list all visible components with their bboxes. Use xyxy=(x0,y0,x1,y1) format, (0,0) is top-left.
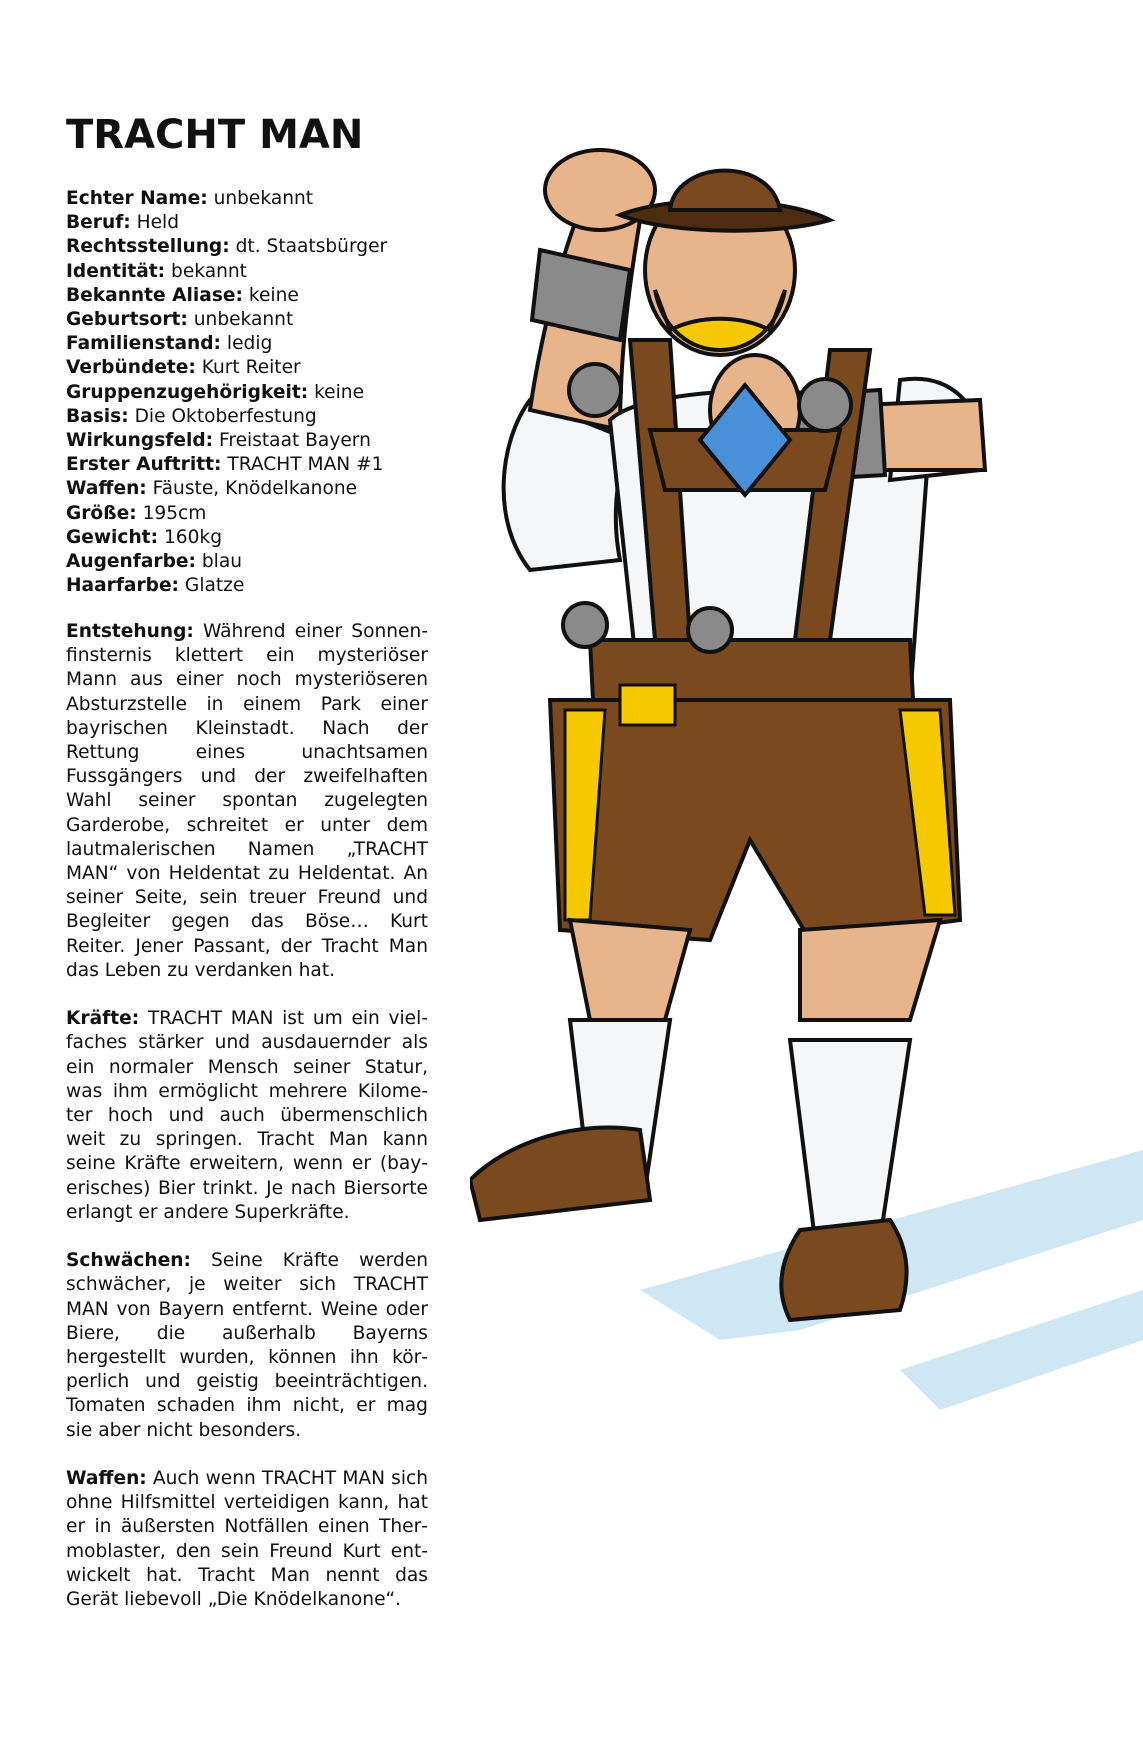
fact-row xyxy=(66,477,446,501)
leg-left xyxy=(570,920,690,1020)
fact-value: Glatze xyxy=(184,575,245,597)
fact-label: Bekannte Aliase: xyxy=(66,284,243,306)
section-weaknesses xyxy=(66,1249,428,1443)
fact-value: bekannt xyxy=(171,260,247,282)
section-text: Auch wenn TRACHT MAN sich ohne Hilfsmittel verteidigen kann, hat er in äußersten Notfällen einen Thermoblaster, den sein Freund Kurt entwickelt hat. Tracht Man nennt das Gerät liebevoll „Die Knödelkanone“. xyxy=(66,1468,428,1611)
fact-row xyxy=(66,211,446,235)
fact-value: Held xyxy=(136,212,180,234)
fact-value: unbekannt xyxy=(193,309,294,331)
fact-label: Identität: xyxy=(66,260,166,282)
shoe-left xyxy=(470,1127,650,1220)
section-weapons xyxy=(66,1467,428,1612)
fact-label: Beruf: xyxy=(66,212,131,234)
fact-value: Fäuste, Knödelkanone xyxy=(152,478,358,500)
fact-value: 160kg xyxy=(163,526,222,548)
fact-label: Familienstand: xyxy=(66,333,221,355)
fact-label: Waffen: xyxy=(66,478,147,500)
sock-right xyxy=(790,1040,910,1240)
fact-row xyxy=(66,381,446,405)
shoe-right xyxy=(781,1220,906,1320)
fact-label: Gruppenzugehörigkeit: xyxy=(66,381,309,403)
fact-label: Gewicht: xyxy=(66,526,159,548)
fact-row xyxy=(66,332,446,356)
fact-value: ledig xyxy=(226,333,273,355)
fact-label: Rechtsstellung: xyxy=(66,236,230,258)
fact-label: Augenfarbe: xyxy=(66,551,196,573)
fact-row xyxy=(66,526,446,550)
fact-row xyxy=(66,284,446,308)
fact-value: dt. Staatsbürger xyxy=(235,236,388,258)
section-label: Waffen: xyxy=(66,1468,147,1490)
fact-label: Erster Auftritt: xyxy=(66,454,222,476)
fact-value: blau xyxy=(201,551,243,573)
section-powers xyxy=(66,1007,428,1225)
fact-label: Haarfarbe: xyxy=(66,575,179,597)
fact-row xyxy=(66,550,446,574)
fact-value: Kurt Reiter xyxy=(201,357,301,379)
fact-value: keine xyxy=(314,381,365,403)
fact-value: Freistaat Bayern xyxy=(219,430,371,452)
fact-label: Basis: xyxy=(66,405,129,427)
fact-row xyxy=(66,356,446,380)
section-label: Kräfte: xyxy=(66,1008,140,1030)
fact-value: TRACHT MAN #1 xyxy=(227,454,384,476)
button-bottom-left xyxy=(563,603,607,647)
character-illustration xyxy=(470,140,1143,1540)
fact-row xyxy=(66,405,446,429)
fact-row xyxy=(66,260,446,284)
floor-shadow-2 xyxy=(900,1290,1143,1410)
fact-row xyxy=(66,502,446,526)
fact-row xyxy=(66,574,446,598)
fact-row xyxy=(66,453,446,477)
fact-row xyxy=(66,308,446,332)
button-top-right xyxy=(799,379,851,431)
section-text: Während einer Sonnenfinsternis klettert ein mysteriöser Mann aus einer noch mysteriöseren Absturzstelle in einem Park einer bayrischen Kleinstadt. Nach der Rettung eines unachtsamen Fussgängers und der zweifelhaften Wahl seiner spontan zugelegten Garderobe, schreitet er unter dem lautmalerischen Namen „TRACHT MAN“ von Heldentat zu Heldentat. An seiner Seite, sein treuer Freund und Begleiter gegen das Böse… Kurt Reiter. Jener Passant, der Tracht Man das Leben zu verdanken hat. xyxy=(66,621,428,981)
fact-value: Die Oktoberfestung xyxy=(134,405,317,427)
tm-belt-emblem xyxy=(620,685,675,725)
fact-label: Echter Name: xyxy=(66,188,208,209)
fact-label: Verbündete: xyxy=(66,357,196,379)
section-label: Schwächen: xyxy=(66,1250,191,1272)
fact-list xyxy=(66,187,446,598)
fact-value: 195cm xyxy=(142,502,207,524)
leg-right xyxy=(800,920,940,1020)
fact-label: Geburtsort: xyxy=(66,309,188,331)
description-sections xyxy=(66,620,428,1636)
button-top-left xyxy=(569,364,621,416)
fact-label: Wirkungsfeld: xyxy=(66,430,214,452)
lederhosen-shorts xyxy=(550,700,960,940)
section-label: Entstehung: xyxy=(66,621,194,642)
section-text: Seine Kräfte werden schwächer, je weiter sich TRACHT MAN von Bayern entfernt. Weine oder Biere, die außerhalb Bayerns hergestellt wurden, können ihn körperlich und geistig beeinträchtigen. Tomaten schaden ihm nicht, er mag sie aber nicht besonders. xyxy=(66,1250,428,1441)
hat-crown xyxy=(670,171,780,210)
button-bottom-right xyxy=(688,608,732,652)
fact-row xyxy=(66,429,446,453)
fact-value: keine xyxy=(248,284,299,306)
fact-label: Größe: xyxy=(66,502,137,524)
page-title: TRACHT MAN xyxy=(66,112,364,158)
fact-value: unbekannt xyxy=(213,188,314,209)
section-text: TRACHT MAN ist um ein vielfaches stärker und ausdauernder als ein normaler Mensch seiner Statur, was ihm ermöglicht mehrere Kilometer hoch und auch übermenschlich weit zu springen. Tracht Man kann seine Kräfte erweitern, wenn er (bayerisches) Bier trinkt. Je nach Biersorte erlangt er andere Superkräfte. xyxy=(66,1008,428,1223)
fact-row xyxy=(66,187,446,211)
fact-row xyxy=(66,235,446,259)
section-origin xyxy=(66,620,428,983)
